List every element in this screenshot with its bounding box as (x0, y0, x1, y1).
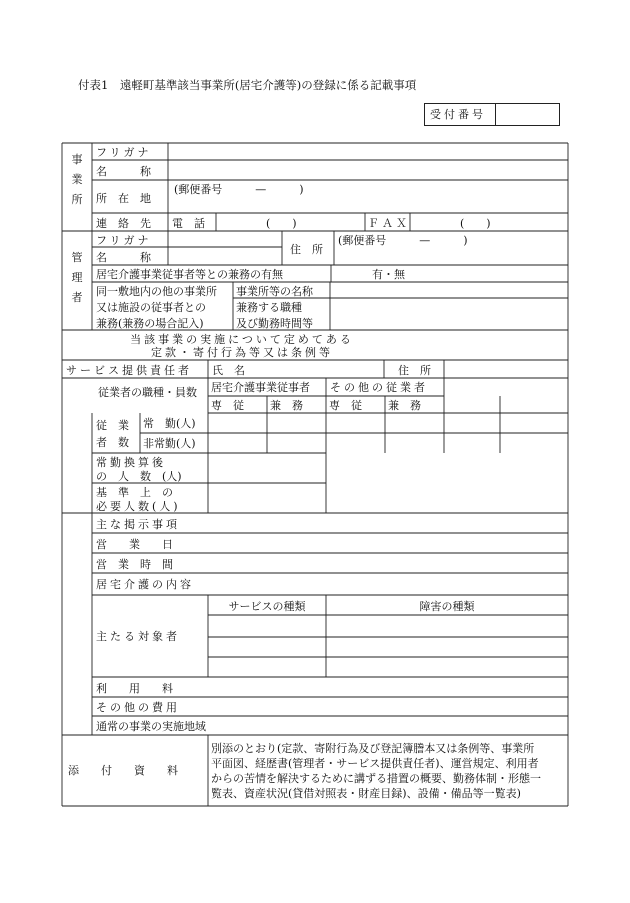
notices-fee-label: 利 用 料 (96, 682, 173, 695)
notices-days-label: 営 業 日 (96, 538, 173, 551)
page-title: 付表1 遠軽町基準該当事業所(居宅介護等)の登録に係る記載事項 (78, 78, 417, 92)
manager-concurrent-question: 居宅介護事業従事者等との兼務の有無 (96, 268, 283, 281)
notices-main-label: 主な掲示事項 (96, 518, 180, 531)
manager-postal-code[interactable]: (郵便番号 — ) (338, 234, 468, 247)
notices-target-label: 主たる対象者 (96, 630, 180, 643)
staff-other-full-header: 専 従 (329, 399, 362, 412)
staff-count-label-line1: 従 業 (96, 419, 129, 432)
office-contact-label: 連 絡 先 (96, 217, 151, 230)
manager-section-label: 管理者 (71, 251, 83, 304)
staff-part-time-label: 非常勤(人) (143, 437, 196, 450)
staff-home-full-header: 専 従 (211, 399, 244, 412)
office-fax-label: ＦＡＸ (368, 217, 410, 230)
rules-label-line1: 当該事業の実施について定めてある (130, 333, 354, 346)
rules-label-line2: 定款・寄付行為等又は条例等 (151, 346, 333, 359)
office-furigana-label: フリガナ (96, 146, 152, 159)
manager-address-label: 住 所 (290, 243, 323, 256)
office-name-field[interactable] (172, 164, 562, 178)
manager-duty-label-line2: 及び勤務時間等 (236, 317, 313, 330)
staff-other-header: その他の従業者 (330, 381, 428, 394)
staff-required-label-line2: 必要人数(人) (96, 500, 181, 513)
manager-other-office-line1: 同一敷地内の他の事業所 (96, 285, 217, 298)
manager-furigana-label: フリガナ (96, 234, 152, 247)
notices-disability-type-header: 障害の種類 (419, 600, 475, 613)
notices-area-label: 通常の事業の実施地域 (96, 720, 206, 733)
service-manager-label: サービス提供責任者 (66, 364, 192, 377)
attachment-text-line3: からの苦情を解決するために講ずる措置の概要、勤務体制・形態一 (211, 772, 541, 785)
staff-required-label-line1: 基 準 上 の (96, 486, 173, 499)
attachment-text-line2: 平面図、経歴書(管理者・サービス提供責任者)、運営規定、利用者 (211, 757, 539, 770)
staff-fte-label-line1: 常勤換算後 (96, 456, 166, 469)
staff-home-concurrent-header: 兼 務 (270, 399, 303, 412)
manager-office-name-label: 事業所等の名称 (236, 285, 313, 298)
office-location-label: 所 在 地 (96, 192, 151, 205)
service-manager-address-label: 住 所 (398, 364, 431, 377)
manager-name-label: 名 称 (96, 251, 151, 264)
attachment-label: 添 付 資 料 (68, 764, 178, 777)
staff-fte-label-line2: の 人 数 (人) (96, 470, 182, 483)
manager-name-field[interactable] (172, 250, 278, 264)
office-phone-label: 電 話 (172, 217, 205, 230)
notices-hours-label: 営 業 時 間 (96, 558, 173, 571)
notices-service-type-header: サービスの種類 (228, 600, 306, 613)
service-manager-name-label: 氏 名 (212, 364, 245, 377)
notices-content-label: 居宅介護の内容 (96, 578, 194, 591)
notices-other-fee-label: その他の費用 (96, 701, 180, 714)
staff-other-concurrent-header: 兼 務 (388, 399, 421, 412)
office-name-label: 名 称 (96, 165, 151, 178)
office-postal-code[interactable]: (郵便番号 — ) (174, 183, 304, 196)
attachment-text-line4: 覧表、資産状況(貸借対照表・財産目録)、設備・備品等一覧表) (211, 787, 521, 800)
manager-other-office-line2: 又は施設の従事者との (96, 301, 206, 314)
staff-home-care-header: 居宅介護事業従事者 (211, 381, 310, 394)
office-furigana-field[interactable] (172, 146, 562, 158)
staff-count-label-line2: 者 数 (96, 436, 129, 449)
staff-regular-label: 常 勤(人) (143, 417, 196, 430)
staff-title: 従業者の職種・員数 (98, 386, 197, 399)
office-fax-field[interactable]: ( ) (460, 217, 491, 230)
manager-other-office-line3: 兼務(兼務の場合記入) (96, 317, 204, 330)
manager-duty-label-line1: 兼務する職種 (236, 301, 302, 314)
receipt-label: 受付番号 (430, 108, 486, 121)
attachment-text-line1: 別添のとおり(定款、寄附行為及び登記簿謄本又は条例等、事業所 (211, 742, 535, 755)
office-phone-field[interactable]: ( ) (266, 217, 297, 230)
office-section-label: 事業所 (71, 153, 83, 206)
manager-yes-no-choice[interactable]: 有・無 (372, 268, 405, 281)
